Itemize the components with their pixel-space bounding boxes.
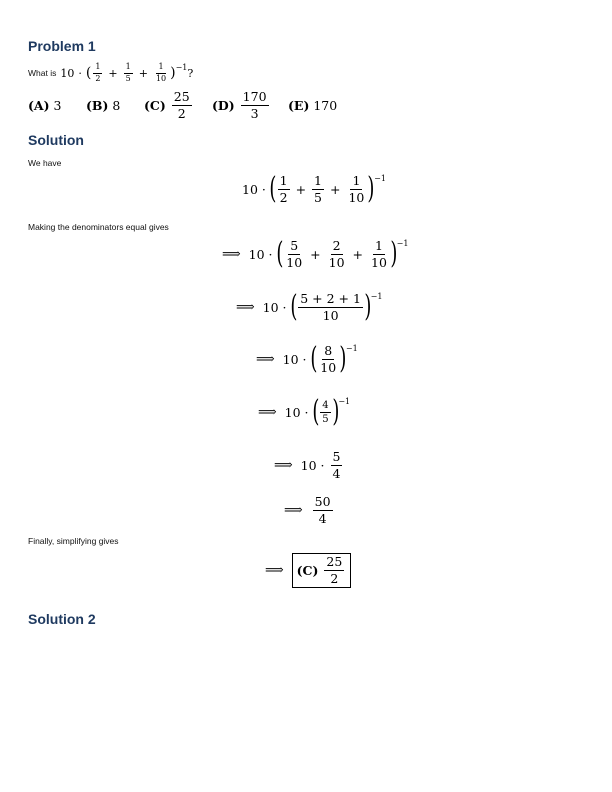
problem-heading: Problem 1: [28, 38, 96, 54]
problem-question: [28, 63, 193, 84]
step-2: ⟹ 10 · ( $\frac{5}{10}$ + $\frac{2}{10}$ + $\frac{1}{10}$ ) −1: [222, 236, 409, 272]
choice-a: (A) 3: [28, 97, 62, 113]
final-answer: ⟹ (C) $\frac{25}{2}$: [265, 553, 351, 588]
answer-choices: [28, 90, 337, 121]
choice-c: (C) $\frac{25}{2}$: [144, 89, 190, 121]
solution-heading: Solution: [28, 132, 84, 148]
step-7: ⟹ $\frac{50}{4}$: [284, 494, 331, 526]
solution2-heading: Solution 2: [28, 611, 96, 627]
question-prompt: What is: [28, 68, 57, 79]
q-term-1: $\frac{1}{2}$: [95, 62, 101, 83]
question-expression: 10 · ( $\frac{1}{2}$ + $\frac{1}{5}$ + $\frac{1}{10}$ ) −1 ?: [60, 62, 194, 83]
step-5: ⟹ 10 · ( $\frac{4}{5}$ ) −1: [258, 394, 351, 429]
step-4: ⟹ 10 · ( $\frac{8}{10}$ ) −1: [256, 341, 358, 377]
answer-box: (C) $\frac{25}{2}$: [292, 553, 352, 588]
step-1: 10 · ( $\frac{1}{2}$ + $\frac{1}{5}$ + $\frac{1}{10}$ ) −1: [242, 171, 386, 207]
step-6: ⟹ 10 · $\frac{5}{4}$: [274, 449, 341, 481]
q-term-3: $\frac{1}{10}$: [155, 62, 167, 83]
choice-e: (E) 170: [288, 97, 338, 113]
choice-d: (D) $\frac{170}{3}$: [212, 89, 267, 121]
step-3: ⟹ 10 · ( $\frac{5 + 2 + 1}{10}$ ) −1: [236, 289, 383, 325]
choice-b: (B) 8: [86, 97, 121, 113]
denominators-text: Making the denominators equal gives: [28, 222, 169, 232]
final-text: Finally, simplifying gives: [28, 536, 119, 546]
q-term-2: $\frac{1}{5}$: [125, 62, 131, 83]
solution-intro: We have: [28, 158, 62, 168]
